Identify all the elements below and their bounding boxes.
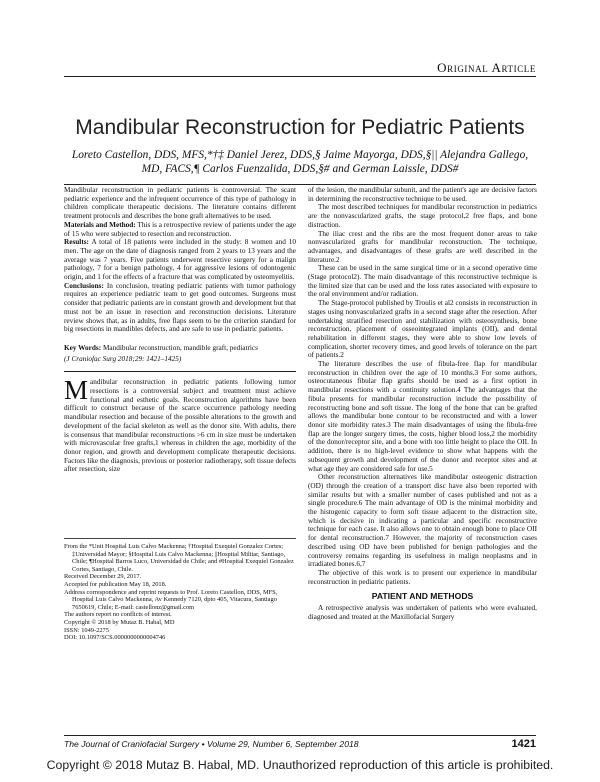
article-title: Mandibular Reconstruction for Pediatric Patients	[75, 116, 525, 139]
paragraph-7: Other reconstruction alternatives like mandibular osteogenic distraction (OD) through the creation of a transport disc have also been reported with similar results but with a smaller number of cases published and not as a single procedure.6 The main advantage of OD is the minimal morbidity and the histogenic capacity to form soft tissue adjacent to the distraction site, which is decisive in indicating a particular and specific reconstructive technique for each case. It also allows one to obtain enough bone to place OII for dental reconstruction.7 However, the majority of reconstruction cases described using OD have been published for benign pathologies and the controversy remains regarding its usefulness in malign neoplasms and in irradiated bones.6,7	[308, 473, 537, 569]
paragraph-8: The objective of this work is to present our experience in mandibular reconstruction in pediatric patients.	[308, 568, 537, 586]
footnote-received: Received December 29, 2017.	[64, 573, 142, 581]
abstract-intro: Mandibular reconstruction in pediatric patients is controversial. The scant pediatric experience and the infrequent occurrence of this type of pathology in children complicate therapeutic decisions. The literature contains different treatment protocols and describes the bone graft alternatives to be used.	[64, 186, 296, 221]
drop-cap: M	[64, 375, 89, 406]
paragraph-6: The literature describes the use of fibula-free flap for mandibular reconstruction in children over the age of 10 months.3 For some authors, osteocutaneous fibular flap grafts should be used as a first option in mandibular resections with a continuity solution.4 The advantages that the fibula presents for mandibular reconstruction include the possibility of reconstructing bone and soft tissue. The long of the bone that can be grafted allows the mandibular bone contour to be reconstructed and with a lower donor site morbidity rates.3 The main disadvantages of using the fibula-free flap are the longer surgery times, the costs, higher blood loss,2 the morbidity of the donor/receptor site, and a bone with too little height to place the OII. In addition, there is no high-level evidence to show what happens with the subsequent growth and development of the donor and receptor sites and at what age they are considered safe for use.5	[308, 360, 537, 473]
footnote-doi: DOI: 10.1097/SCS.0000000000004746	[64, 634, 166, 642]
title-rule	[64, 184, 536, 185]
keywords: Key Words: Mandibular reconstruction, mandible graft, pediatrics	[64, 343, 258, 352]
copyright-banner: Copyright © 2018 Mutaz B. Habal, MD. Unauthorized reproduction of this article is prohibited.	[46, 758, 554, 772]
abstract-results: Results: A total of 18 patients were included in the study: 8 women and 10 men. The age on the date of diagnosis ranged from 2 years to 13 years and the average was 7 years. Five patients underwent resective surgery for a malign pathology, 7 for a benign pathology, 4 for aggressive lesions of odontogenic origin, and 1 for the effects of a fracture that was complicated by osteomyelitis.	[64, 238, 296, 282]
paragraph-3: The iliac crest and the ribs are the most frequent donor areas to take nonvascularized grafts for mandibular reconstruction. The technique, advantages, and disadvantages of these grafts are well described in the literature.2	[308, 229, 537, 264]
footnote-accepted: Accepted for publication May 18, 2018.	[64, 580, 167, 588]
footnote-copyright: Copyright © 2018 by Mutaz B. Habal, MD	[64, 618, 175, 626]
abstract-methods: Materials and Method: This is a retrospective review of patients under the age of 15 who were subjected to resection and reconstruction.	[64, 220, 296, 238]
abstract-conclusions: Conclusions: In conclusion, treating pediatric patients with tumor pathology requires an experience pediatric team to get good outcomes. Surgeons must consider that pediatric patients are in constant growth and development but that must not be an issue in resection and reconstruction decisions. Literature review shows that, as in adults, free flaps seem to be the criterion standard for big resections in mandibles defects, and are safe to use in pediatric patients.	[64, 281, 296, 334]
header-rule	[64, 76, 536, 77]
footnote-address: Address correspondence and reprint requests to Prof. Loreto Castellon, DDS, MFS, Hospital Luis Calvo Mackenna, Av Kennedy 7120, dpto 405, Vitacura, Santiago 7650619, Chile; E-mail: castellonz@gmail.com	[64, 588, 278, 611]
section-heading: PATIENT AND METHODS	[371, 591, 474, 602]
author-list: Loreto Castellon, DDS, MFS,*†‡ Daniel Jerez, DDS,§ Jaime Mayorga, DDS,§|| Alejandra Gallego, MD, FACS,¶ Carlos Fuenzalida, DDS,§# and German Laissle, DDS#	[71, 149, 529, 175]
abstract-divider	[64, 371, 296, 372]
footer-rule	[64, 735, 536, 736]
paragraph-2: The most described techniques for mandibular reconstruction in pediatrics are the nonvascularized grafts, the stage protocol,2 free flaps, and bone distraction.	[308, 203, 537, 229]
footnotes	[64, 538, 296, 642]
running-footer: The Journal of Craniofacial Surgery • Volume 29, Number 6, September 2018	[64, 739, 359, 749]
right-column	[308, 186, 537, 621]
paragraph-5: The Stage-protocol published by Troulis et al2 consists in reconstruction in stages using nonvascularized grafts in a second stage after the resection. After undertaking stratified resection and stabilization with osteosynthesis, bone reconstruction, placement of osseointegrated implants (OII), and dental rehabilitation in different stages, they were able to show low levels of complication, shorter recovery times, and good levels of tolerance on the part of patients.2	[308, 299, 537, 360]
citation: (J Craniofac Surg 2018;29: 1421–1425)	[64, 354, 182, 363]
footnote-issn: ISSN: 1049-2275	[64, 626, 109, 634]
paragraph-4: These can be used in the same surgical time or in a second operative time (Stage protocol2). The main disadvantage of this reconstructive technique is the limited size that can be used and the loss rates associated with exposure to the oral environment and/or radiation.	[308, 264, 537, 299]
paragraph-9: A retrospective analysis was undertaken of patients who were evaluated, diagnosed and treated at the Maxillofacial Surgery	[308, 604, 537, 621]
intro-paragraph: Mandibular reconstruction in pediatric patients following tumor resections is a controversial subject and treatment must achieve functional and esthetic goals. Reconstruction algorithms have been difficult to construct because of the scarce occurrence pathology needing mandibular resection and because of the possible alterations to the growth and development of the facial skeleton as well as the donor site. With adults, there is consensus that mandibular reconstructions >6 cm in size must be undertaken with microvascular free grafts,1 whereas in children the age, morbidity of the donor region, and growth and development complicate therapeutic decisions. Factors like the diagnosis, previous or posterior radiotherapy, soft tissue defects after resection, size	[64, 375, 296, 474]
page-number: 1421	[511, 738, 536, 750]
paragraph-1: of the lesion, the mandibular subunit, and the patient's age are decisive factors in determining the reconstructive technique to be used.	[308, 186, 537, 203]
left-column	[64, 186, 296, 474]
footnote-affiliations: From the *Unit Hospital Luis Calvo Mackenna; †Hospital Exequiel Gonzalez Cortes; ‡Universidad Mayor; §Hospital Luis Calvo Mackenna; ||Hospital Militar, Santiago, Chile; ¶Hospital Barros Luco, Universidad de Chile; and #Hospital Exequiel Gonzalez Cortes, Santiago, Chile.	[64, 543, 294, 573]
footnote-conflicts: The authors report no conflicts of interest.	[64, 611, 172, 619]
